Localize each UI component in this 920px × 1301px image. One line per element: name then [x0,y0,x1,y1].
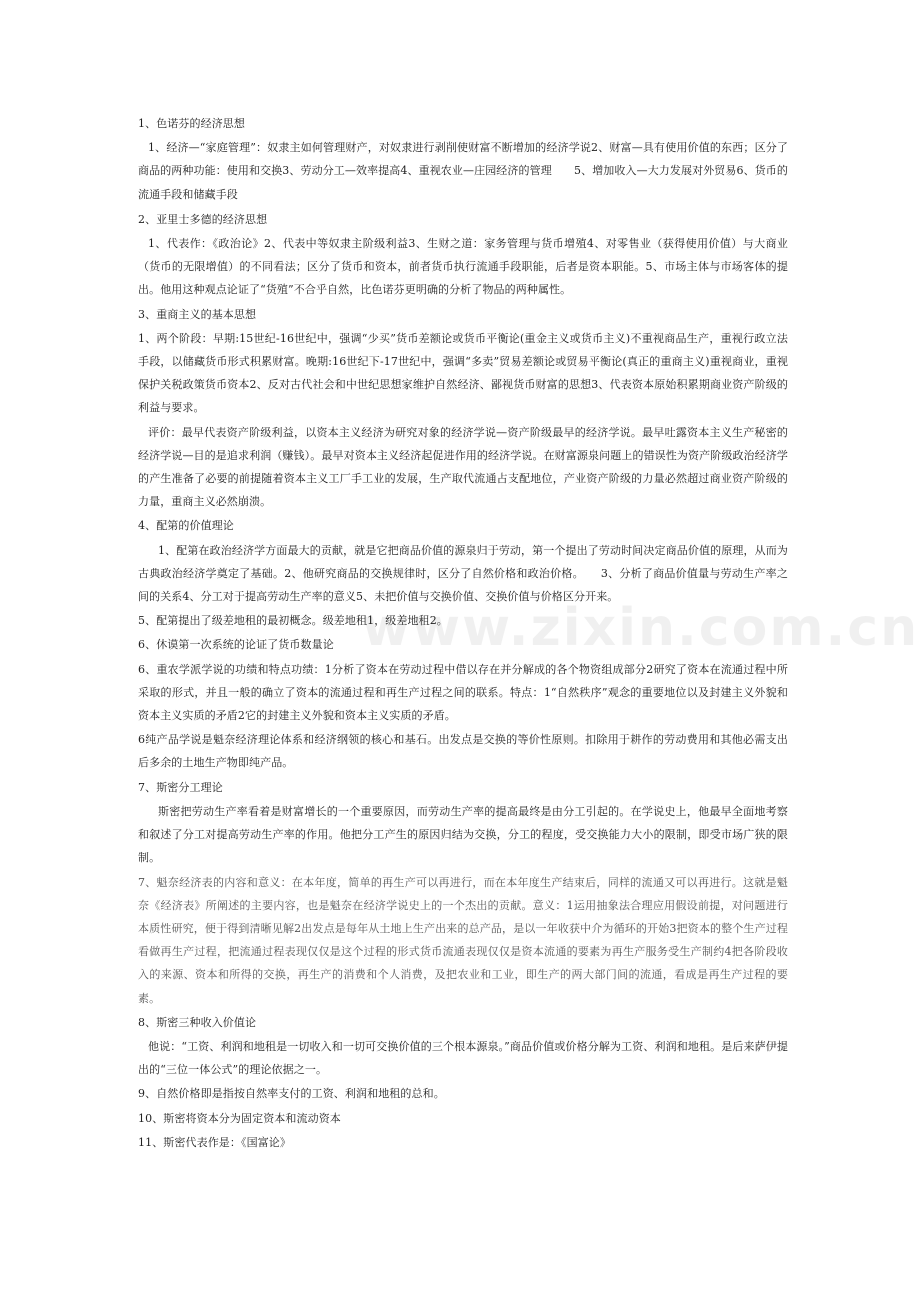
paragraph: 10、斯密将资本分为固定资本和流动资本 [138,1111,341,1125]
section-heading: 6、休谟第一次系统的论证了货币数量论 [138,638,334,652]
paragraph: 1、两个阶段：早期:15世纪-16世纪中，强调“少买”货币差额论或货币平衡论(重金主义或货币主义)不重视商品生产，重视行政立法手段，以储藏货币形式积累财富。晚期:16世纪下-17世纪中，强调“多卖”贸易差额论或贸易平衡论(真正的重商主义)重视商业，重视保护关税政策货币资本2、反对古代社会和中世纪思想家维护自然经济、鄙视货币财富的思想3、代表资本原始积累期商业资产阶级的利益与要求。 [138,331,788,415]
section-heading: 2、亚里士多德的经济思想 [138,212,268,226]
paragraph: 他说：“工资、利润和地租是一切收入和一切可交换价值的三个根本源泉。”商品价值或价格分解为工资、利润和地租。是后来萨伊提出的“三位一体公式”的理论依据之一。 [138,1039,788,1077]
paragraph: 1、经济—“家庭管理”：奴隶主如何管理财产，对奴隶进行剥削使财富不断增加的经济学说2、财富—具有使用价值的东西；区分了商品的两种功能：使用和交换3、劳动分工—效率提高4、重视农业—庄园经济的管理 5、增加收入—大力发展对外贸易6、货币的流通手段和储藏手段 [138,141,788,201]
section-heading: 7、斯密分工理论 [138,780,223,794]
paragraph: 6纯产品学说是魁奈经济理论体系和经济纲领的核心和基石。出发点是交换的等价性原则。扣除用于耕作的劳动费用和其他必需支出后多余的土地生产物即纯产品。 [138,733,788,770]
section-heading: 4、配第的价值理论 [138,519,234,533]
paragraph: 1、代表作：《政治论》2、代表中等奴隶主阶级利益3、生财之道：家务管理与货币增殖4、对零售业（获得使用价值）与大商业（货币的无限增值）的不同看法；区分了货币和资本，前者货币执行流通手段职能，后者是资本职能。5、市场主体与市场客体的提出。他用这种观点论证了“货殖”不合乎自然，比色诺芬更明确的分析了物品的两种属性。 [138,237,788,297]
paragraph: 9、自然价格即是指按自然率支付的工资、利润和地租的总和。 [138,1087,445,1101]
paragraph: 6、重农学派学说的功绩和特点功绩：1分析了资本在劳动过程中借以存在并分解成的各个物资组成部分2研究了资本在流通过程中所采取的形式，并且一般的确立了资本的流通过程和再生产过程之间的联系。特点：1“自然秩序”观念的重要地位以及封建主义外貌和资本主义实质的矛盾2它的封建主义外貌和资本主义实质的矛盾。 [138,662,788,723]
paragraph: 5、配第提出了级差地租的最初概念。级差地租1，级差地租2。 [138,614,448,628]
section-heading: 8、斯密三种收入价值论 [138,1015,257,1029]
section-heading: 1、色诺芬的经济思想 [138,117,245,130]
paragraph: 斯密把劳动生产率看着是财富增长的一个重要原因，而劳动生产率的提高最终是由分工引起的。在学说史上，他最早全面地考察和叙述了分工对提高劳动生产率的作用。他把分工产生的原因归结为交换，分工的程度，受交换能力大小的限制，即受市场广狭的限制。 [138,804,788,865]
paragraph: 评价：最早代表资产阶级利益，以资本主义经济为研究对象的经济学说—资产阶级最早的经济学说。最早吐露资本主义生产秘密的经济学说—目的是追求利润（赚钱）。最早对资本主义经济起促进作用的经济学说。在财富源泉问题上的错误性为资产阶级政治经济学的产生准备了必要的前提随着资本主义工厂手工业的发展，生产取代流通占支配地位，产业资产阶级的力量必然超过商业资产阶级的力量，重商主义必然崩溃。 [138,425,788,509]
watermark: www.zixin.com.cn [362,598,920,658]
document-body [138,112,788,1155]
section-heading: 3、重商主义的基本思想 [138,307,257,321]
paragraph: 7、魁奈经济表的内容和意义：在本年度，简单的再生产可以再进行，而在本年度生产结束后，同样的流通又可以再进行。这就是魁奈《经济表》所阐述的主要内容，也是魁奈在经济学说史上的一个杰出的贡献。意义：1运用抽象法合理应用假设前提，对问题进行本质性研究，便于得到清晰见解2出发点是每年从土地上生产出来的总产品，是以一年收获中介为循环的开始3把资本的整个生产过程看做再生产过程，把流通过程表现仅仅是这个过程的形式货币流通表现仅仅是资本流通的要素为再生产服务受生产制约4把各阶段收入的来源、资本和所得的交换，再生产的消费和个人消费，及把农业和工业，即生产的两大部门间的流通，看成是再生产过程的要素。 [138,875,788,1005]
paragraph: 1、配第在政治经济学方面最大的贡献，就是它把商品价值的源泉归于劳动，第一个提出了劳动时间决定商品价值的原理，从而为古典政治经济学奠定了基础。2、他研究商品的交换规律时，区分了自然价格和政治价格。 3、分析了商品价值量与劳动生产率之间的关系4、分工对于提高劳动生产率的意义5、未把价值与交换价值、交换价值与价格区分开来。 [138,543,788,604]
paragraph: 11、斯密代表作是：《国富论》 [138,1135,291,1149]
